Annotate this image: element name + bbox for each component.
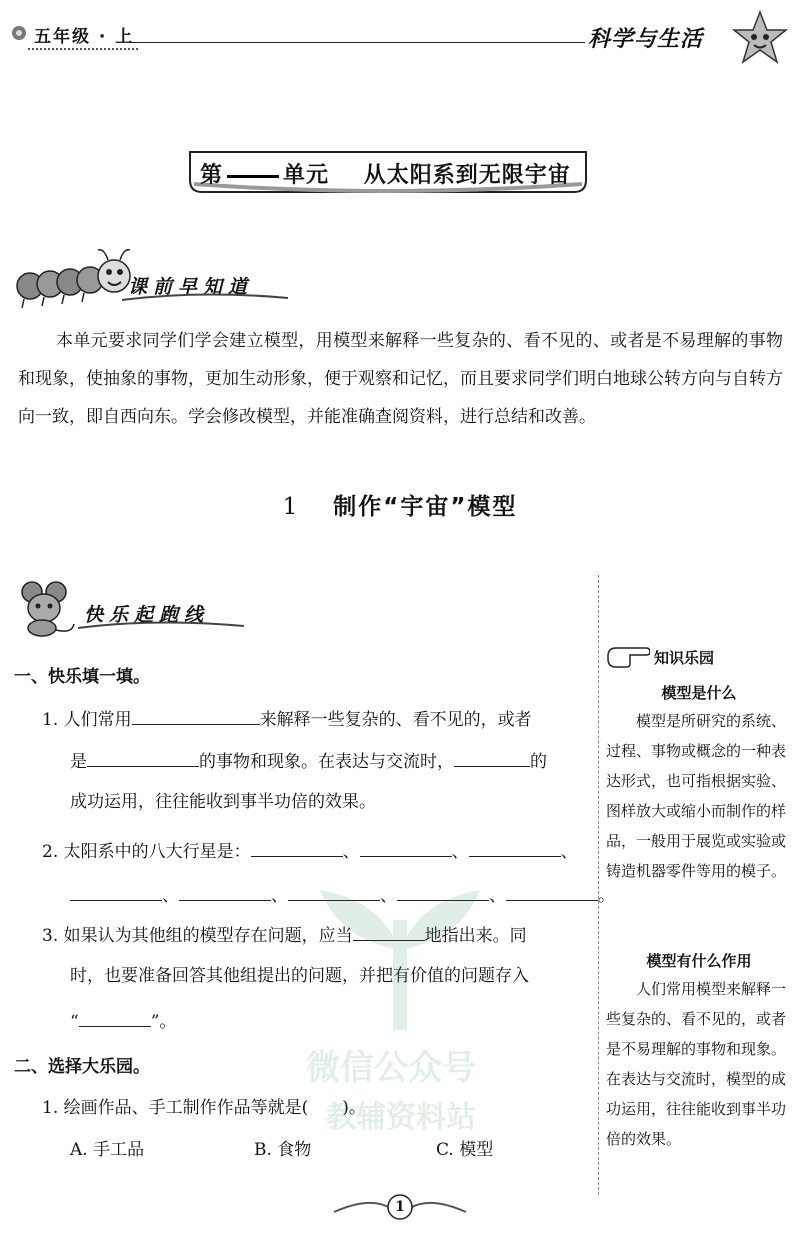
q3-line3 (70, 1008, 176, 1034)
q1-line3 (70, 790, 376, 814)
q2-blank-2[interactable] (360, 838, 452, 857)
q1-text-d: 的事物和现象。在表达与交流时， (199, 752, 454, 772)
q2-blank-5[interactable] (179, 882, 271, 901)
q1-blank-3[interactable] (454, 748, 530, 767)
q2-text-a: 太阳系中的八大行星是： (63, 842, 251, 862)
q2-blank-1[interactable] (251, 838, 343, 857)
mc1-question (42, 1096, 366, 1120)
q2-line1 (42, 838, 578, 864)
practice-section-label: 快乐起跑线 (84, 604, 210, 626)
sidebar-label: 知识乐园 (654, 649, 715, 667)
preview-section-underline (120, 290, 290, 304)
sidebar-paragraph-1: 模型是所研究的系统、过程、事物或概念的一种表达形式，也可指根据实验、图样放大或缩小而制作的样品，一般用于展览或实验或铸造机器零件等用的模子。 (606, 712, 787, 880)
q1-line2 (70, 748, 547, 774)
practice-section-underline (76, 618, 246, 632)
watermark-leaf-icon (300, 880, 500, 1034)
part1-heading: 一、快乐填一填。 (14, 667, 150, 687)
unit-number-one (227, 175, 279, 178)
q1-text-a: 人们常用 (63, 710, 132, 730)
unit-name: 从太阳系到无限宇宙 (363, 163, 571, 188)
preview-paragraph: 本单元要求同学们学会建立模型，用模型来解释一些复杂的、看不见的、或者是不易理解的事物和现象，使抽象的事物，更加生动形象，便于观察和记忆，而且要求同学们明白地球公转方向与自转方向一致，即自西向东。学会修改模型，并能准确查阅资料，进行总结和改善。 (18, 331, 783, 427)
q2-blank-4[interactable] (70, 882, 162, 901)
column-divider (598, 575, 599, 1195)
q1-blank-1[interactable] (132, 706, 260, 725)
mc1-option-b[interactable]: B. 食物 (254, 1140, 312, 1160)
q2-sep: 、 (342, 842, 360, 862)
mouse-icon (16, 578, 80, 642)
star-mascot-icon (732, 10, 788, 72)
q2-sep: 、 (271, 886, 288, 906)
lesson-name: 制作“宇宙”模型 (333, 494, 518, 520)
mc1-text: 绘画作品、手工制作作品等就是( )。 (63, 1098, 366, 1118)
part2-heading: 二、选择大乐园。 (14, 1057, 150, 1077)
header-rule (130, 42, 585, 43)
q2-num: 2. (42, 842, 59, 862)
sidebar-paragraph-2: 人们常用模型来解释一些复杂的、看不见的，或者是不易理解的事物和现象。在表达与交流时，模型的成功运用，往往能收到事半功倍的效果。 (606, 980, 787, 1148)
mc1-option-c[interactable]: C. 模型 (436, 1140, 494, 1160)
q3-quote-open: “ (70, 1012, 79, 1032)
q3-quote-close: ”。 (150, 1012, 177, 1032)
watermark-line2: 教辅资料站 (326, 1100, 476, 1135)
q3-text-b: 地指出来。同 (424, 926, 527, 946)
header-dotted-rule (28, 48, 138, 50)
q1-line1 (42, 706, 532, 732)
q1-text-e: 的 (530, 752, 547, 772)
header-ornament-icon (8, 24, 30, 46)
unit-prefix: 第 (200, 163, 224, 188)
q1-text-c: 是 (70, 752, 87, 772)
q1-num: 1. (42, 710, 59, 730)
q2-blank-8[interactable] (506, 882, 598, 901)
series-title: 科学与生活 (588, 27, 704, 52)
q2-end: 。 (598, 886, 615, 906)
grade-label: 五年级 · 上 (34, 27, 135, 47)
q2-blank-3[interactable] (469, 838, 561, 857)
lesson-number: 1 (282, 494, 300, 520)
mc1-num: 1. (42, 1098, 59, 1118)
page-number: 1 (395, 1199, 405, 1215)
q2-sep: 、 (560, 842, 578, 862)
caterpillar-icon (14, 244, 134, 318)
q1-blank-2[interactable] (87, 748, 199, 767)
q3-text-a: 如果认为其他组的模型存在问题，应当 (63, 926, 353, 946)
q2-sep: 、 (489, 886, 506, 906)
watermark-line1: 微信公众号 (306, 1048, 476, 1088)
q1-text-f: 成功运用，往往能收到事半功倍的效果。 (70, 792, 376, 812)
lesson-title (0, 488, 800, 521)
unit-title (200, 158, 571, 189)
preview-section-label: 课前早知道 (128, 276, 254, 298)
sidebar-heading-1: 模型是什么 (661, 684, 737, 702)
unit-suffix: 单元 (283, 163, 330, 188)
pointing-hand-icon (606, 644, 650, 672)
q2-sep: 、 (162, 886, 179, 906)
q3-num: 3. (42, 926, 59, 946)
q1-text-b: 来解释一些复杂的、看不见的，或者 (259, 710, 532, 730)
q3-blank-2[interactable] (79, 1008, 151, 1027)
sidebar-heading-2: 模型有什么作用 (646, 952, 752, 970)
q2-sep: 、 (380, 886, 397, 906)
q3-text-c: 时，也要准备回答其他组提出的问题，并把有价值的问题存入 (70, 966, 529, 986)
mc1-option-a[interactable]: A. 手工品 (70, 1140, 145, 1160)
q2-sep: 、 (451, 842, 469, 862)
